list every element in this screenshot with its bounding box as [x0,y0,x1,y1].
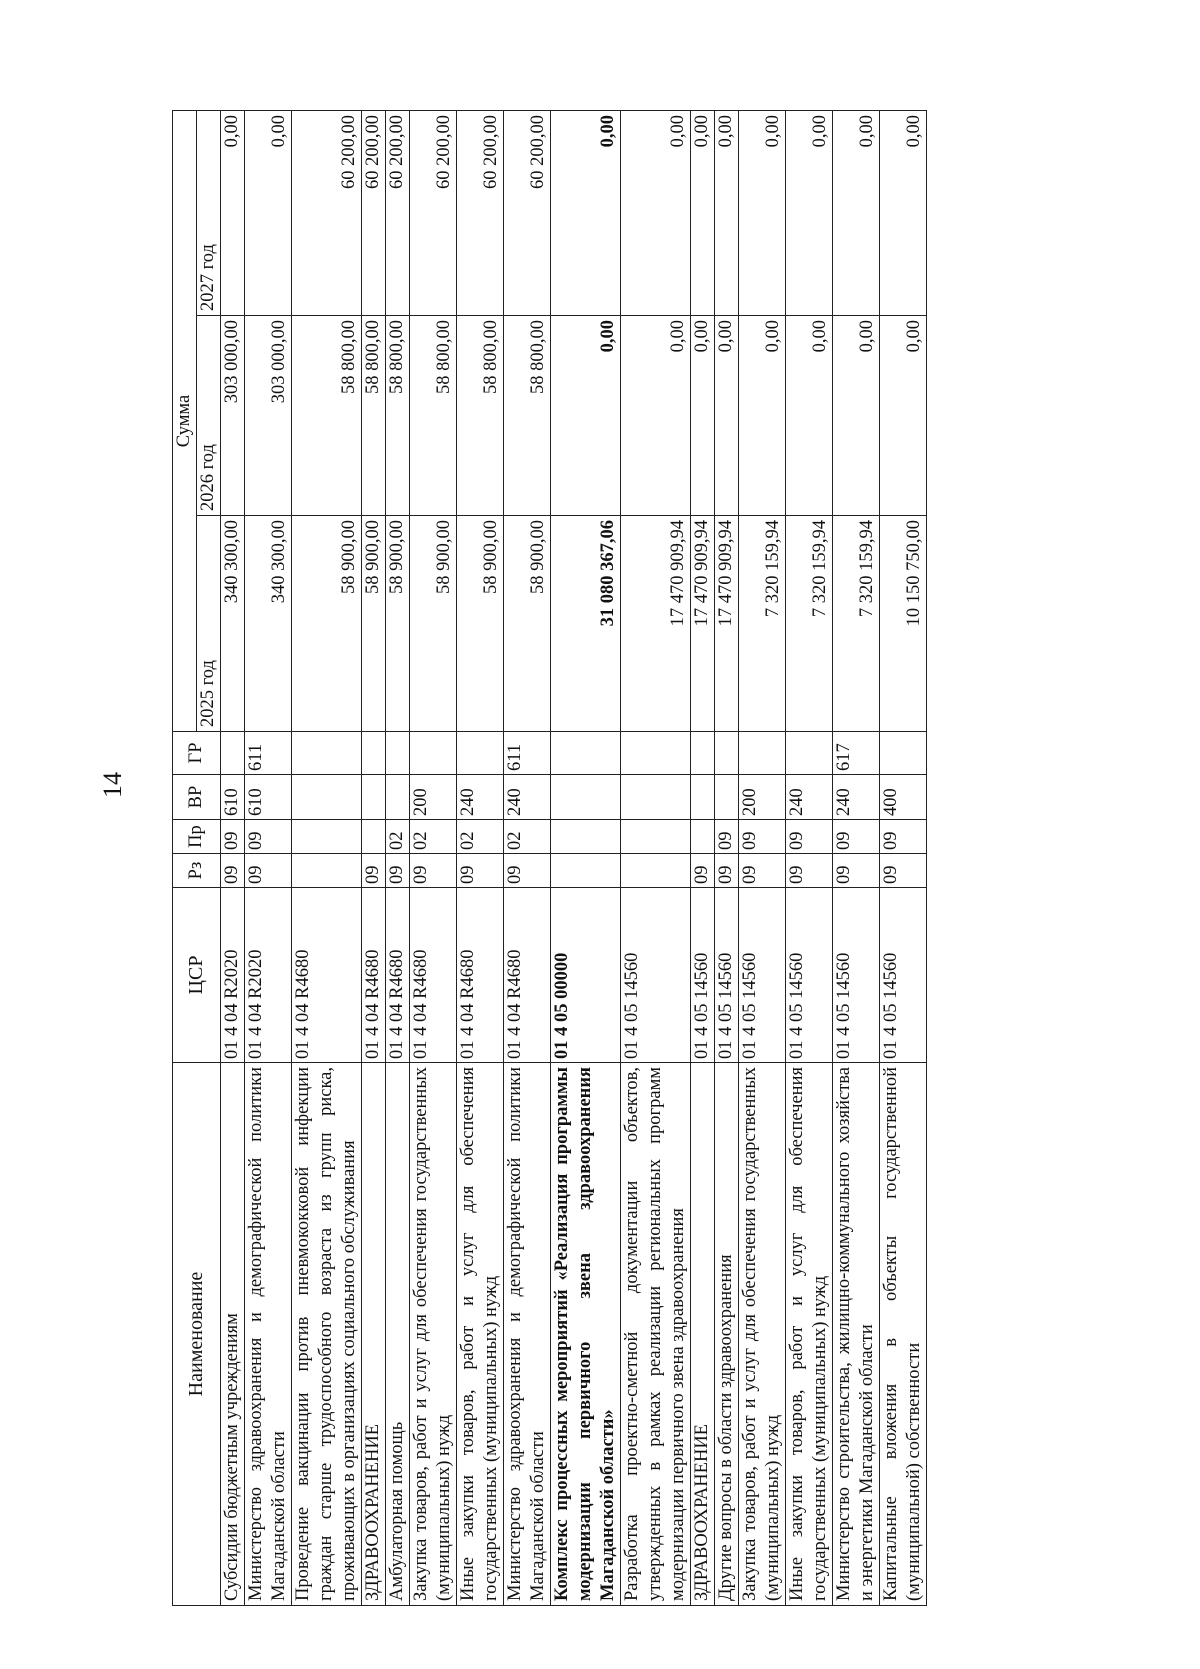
row-amount-2026: 58 800,00 [292,316,362,516]
row-amount-2026: 303 000,00 [221,316,245,516]
row-gr [221,732,245,775]
table-row [833,110,880,1605]
row-csr: 01 4 04 R4680 [386,888,410,1063]
row-vr [691,775,715,820]
row-name: Иные закупки товаров, работ и услуг для обеспечения государственных (муниципальных) нужд [786,1063,833,1606]
row-vr [715,775,739,820]
row-amount-2027: 60 200,00 [292,110,362,315]
row-pr: 09 [880,820,927,854]
row-name: Закупка товаров, работ и услуг для обеспечения государственных (муниципальных) нужд [410,1063,457,1606]
row-csr: 01 4 04 R4680 [292,888,362,1063]
header-year-2026: 2026 год [197,316,221,516]
row-vr: 200 [410,775,457,820]
row-gr [386,732,410,775]
row-csr: 01 4 05 14560 [691,888,715,1063]
row-amount-2026: 303 000,00 [245,316,292,516]
row-gr [715,732,739,775]
row-rz: 09 [362,854,386,888]
row-rz: 09 [833,854,880,888]
table-row [245,110,292,1605]
row-vr [386,775,410,820]
row-gr [880,732,927,775]
row-rz: 09 [221,854,245,888]
row-amount-2027: 0,00 [739,110,786,315]
table-row [715,110,739,1605]
row-name: Субсидии бюджетным учреждениям [221,1063,245,1606]
row-name: ЗДРАВООХРАНЕНИЕ [362,1063,386,1606]
row-pr: 09 [833,820,880,854]
row-gr: 611 [504,732,551,775]
budget-table-sheet [172,111,1060,1606]
header-vr: ВР [173,775,221,820]
row-vr [362,775,386,820]
row-pr [551,820,621,854]
header-pr: Пр [173,820,221,854]
row-csr: 01 4 04 R4680 [457,888,504,1063]
row-amount-2025: 10 150 750,00 [880,516,927,732]
row-amount-2025: 7 320 159,94 [833,516,880,732]
row-vr: 200 [739,775,786,820]
table-body [221,110,927,1605]
row-amount-2027: 60 200,00 [410,110,457,315]
row-amount-2027: 0,00 [245,110,292,315]
row-name: Министерство здравоохранения и демографической политики Магаданской области [245,1063,292,1606]
row-amount-2027: 0,00 [715,110,739,315]
row-name: ЗДРАВООХРАНЕНИЕ [691,1063,715,1606]
row-amount-2026: 0,00 [691,316,715,516]
row-pr [691,820,715,854]
header-csr: ЦСР [173,888,221,1063]
row-pr: 09 [221,820,245,854]
row-pr: 09 [786,820,833,854]
row-amount-2026: 0,00 [833,316,880,516]
row-amount-2026: 58 800,00 [457,316,504,516]
row-gr [457,732,504,775]
row-rz: 09 [504,854,551,888]
row-csr: 01 4 04 R2020 [245,888,292,1063]
row-amount-2025: 58 900,00 [410,516,457,732]
row-csr: 01 4 05 00000 [551,888,621,1063]
row-amount-2025: 58 900,00 [362,516,386,732]
row-amount-2025: 17 470 909,94 [715,516,739,732]
row-rz: 09 [691,854,715,888]
row-rz: 09 [786,854,833,888]
page-number: 14 [98,772,127,798]
row-amount-2025: 17 470 909,94 [691,516,715,732]
row-gr [551,732,621,775]
row-amount-2027: 0,00 [691,110,715,315]
row-csr: 01 4 05 14560 [621,888,691,1063]
table-row [504,110,551,1605]
row-rz [551,854,621,888]
row-name: Министерство строительства, жилищно-коммунального хозяйства и энергетики Магаданской области [833,1063,880,1606]
row-pr [362,820,386,854]
table-row [880,110,927,1605]
row-pr: 02 [386,820,410,854]
header-year-2025: 2025 год [197,516,221,732]
row-amount-2027: 0,00 [221,110,245,315]
table-row [221,110,245,1605]
row-amount-2027: 0,00 [786,110,833,315]
row-csr: 01 4 05 14560 [880,888,927,1063]
row-csr: 01 4 04 R4680 [504,888,551,1063]
row-pr: 02 [410,820,457,854]
row-amount-2026: 0,00 [551,316,621,516]
row-csr: 01 4 05 14560 [715,888,739,1063]
row-name: Закупка товаров, работ и услуг для обеспечения государственных (муниципальных) нужд [739,1063,786,1606]
row-csr: 01 4 04 R4680 [362,888,386,1063]
table-row [551,110,621,1605]
row-amount-2026: 0,00 [880,316,927,516]
row-gr [786,732,833,775]
row-gr [292,732,362,775]
row-amount-2026: 58 800,00 [386,316,410,516]
row-amount-2027: 0,00 [621,110,691,315]
row-rz [292,854,362,888]
row-csr: 01 4 04 R2020 [221,888,245,1063]
row-name: Комплекс процессных мероприятий «Реализация программы модернизации первичного звена здравоохранения Магаданской области» [551,1063,621,1606]
row-amount-2025: 7 320 159,94 [786,516,833,732]
row-pr: 02 [504,820,551,854]
row-amount-2026: 58 800,00 [410,316,457,516]
table-row [457,110,504,1605]
row-name: Министерство здравоохранения и демографической политики Магаданской области [504,1063,551,1606]
row-vr: 240 [833,775,880,820]
row-amount-2026: 0,00 [621,316,691,516]
row-name: Другие вопросы в области здравоохранения [715,1063,739,1606]
row-vr: 610 [245,775,292,820]
row-rz: 09 [739,854,786,888]
row-vr [292,775,362,820]
row-pr: 09 [715,820,739,854]
header-sum: Сумма [173,110,197,731]
row-pr [621,820,691,854]
row-pr: 09 [245,820,292,854]
row-vr: 400 [880,775,927,820]
table-row [410,110,457,1605]
row-vr: 240 [457,775,504,820]
row-amount-2025: 340 300,00 [221,516,245,732]
row-csr: 01 4 05 14560 [739,888,786,1063]
row-csr: 01 4 04 R4680 [410,888,457,1063]
row-amount-2025: 58 900,00 [386,516,410,732]
row-amount-2026: 58 800,00 [362,316,386,516]
header-rz: Рз [173,854,221,888]
header-name: Наименование [173,1063,221,1606]
row-vr: 240 [504,775,551,820]
row-vr: 240 [786,775,833,820]
row-amount-2026: 0,00 [715,316,739,516]
row-name: Проведение вакцинации против пневмококковой инфекции граждан старше трудоспособного возраста из групп риска, проживающих в организациях социального обслуживания [292,1063,362,1606]
row-rz: 09 [245,854,292,888]
row-amount-2027: 0,00 [880,110,927,315]
row-amount-2027: 60 200,00 [386,110,410,315]
row-amount-2026: 58 800,00 [504,316,551,516]
row-name: Разработка проектно-сметной документации объектов, утвержденных в рамках реализации региональных программ модернизации первичного звена здравоохранения [621,1063,691,1606]
row-amount-2027: 60 200,00 [504,110,551,315]
row-amount-2025: 58 900,00 [457,516,504,732]
row-pr: 02 [457,820,504,854]
table-row [386,110,410,1605]
row-gr [691,732,715,775]
row-amount-2025: 7 320 159,94 [739,516,786,732]
row-gr [410,732,457,775]
header-year-2027: 2027 год [197,110,221,315]
header-gr: ГР [173,732,221,775]
table-row [362,110,386,1605]
row-amount-2027: 60 200,00 [457,110,504,315]
budget-table [172,110,927,1606]
row-amount-2026: 0,00 [786,316,833,516]
row-amount-2025: 17 470 909,94 [621,516,691,732]
row-name: Иные закупки товаров, работ и услуг для обеспечения государственных (муниципальных) нужд [457,1063,504,1606]
row-amount-2026: 0,00 [739,316,786,516]
row-gr: 611 [245,732,292,775]
row-vr [551,775,621,820]
table-row [739,110,786,1605]
row-vr: 610 [221,775,245,820]
row-amount-2025: 340 300,00 [245,516,292,732]
row-rz: 09 [715,854,739,888]
row-amount-2025: 58 900,00 [292,516,362,732]
row-rz: 09 [386,854,410,888]
row-pr: 09 [739,820,786,854]
row-amount-2027: 0,00 [551,110,621,315]
row-pr [292,820,362,854]
row-gr [362,732,386,775]
row-amount-2027: 0,00 [833,110,880,315]
row-name: Амбулаторная помощь [386,1063,410,1606]
row-amount-2027: 60 200,00 [362,110,386,315]
row-rz: 09 [457,854,504,888]
row-amount-2025: 58 900,00 [504,516,551,732]
table-row [292,110,362,1605]
row-rz: 09 [410,854,457,888]
row-csr: 01 4 05 14560 [786,888,833,1063]
row-amount-2025: 31 080 367,06 [551,516,621,732]
row-gr [739,732,786,775]
table-row [786,110,833,1605]
row-rz: 09 [880,854,927,888]
table-row [621,110,691,1605]
row-rz [621,854,691,888]
row-vr [621,775,691,820]
row-gr [621,732,691,775]
row-gr: 617 [833,732,880,775]
row-csr: 01 4 05 14560 [833,888,880,1063]
table-row [691,110,715,1605]
row-name: Капитальные вложения в объекты государственной (муниципальной) собственности [880,1063,927,1606]
